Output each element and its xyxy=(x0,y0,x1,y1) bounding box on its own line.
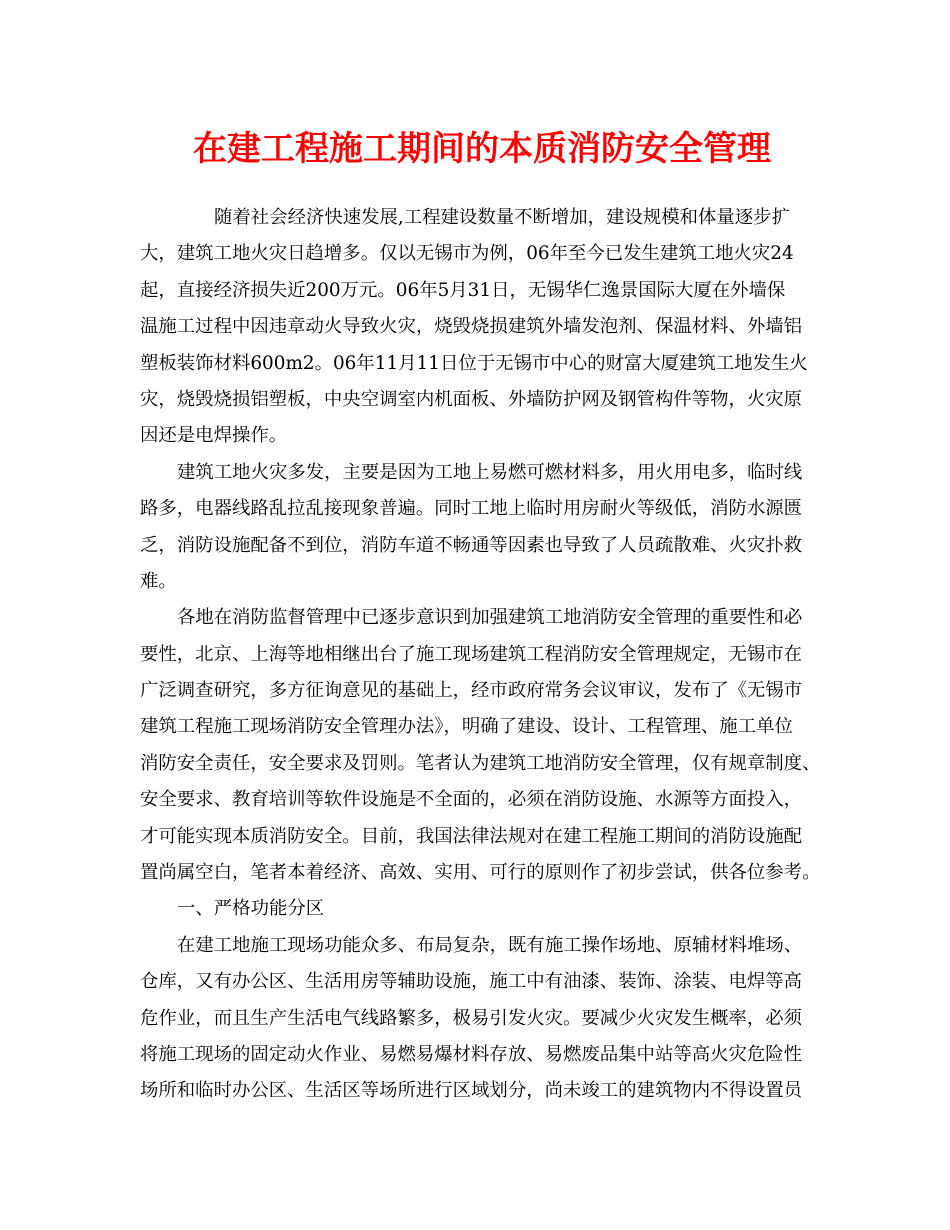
document-page xyxy=(140,118,824,1110)
text-line: 才可能实现本质消防安全。目前，我国法律法规对在建工程施工期间的消防设施配 xyxy=(140,825,803,847)
text-line: 在建工地施工现场功能众多、布局复杂，既有施工操作场地、原辅材料堆场、 xyxy=(177,934,803,956)
text-line: 仓库，又有办公区、生活用房等辅助设施，施工中有油漆、装饰、涂装、电焊等高 xyxy=(140,971,803,993)
document-body xyxy=(140,200,824,1110)
text-line: 乏，消防设施配备不到位，消防车道不畅通等因素也导致了人员疏散难、火灾扑救 xyxy=(140,534,803,556)
section-heading: 一、严格功能分区 xyxy=(177,898,325,920)
text-line: 建筑工程施工现场消防安全管理办法》，明确了建设、设计、工程管理、施工单位 xyxy=(140,716,793,738)
text-line: 将施工现场的固定动火作业、易燃易爆材料存放、易燃废品集中站等高火灾危险性 xyxy=(140,1043,803,1065)
text-line: 建筑工地火灾多发，主要是因为工地上易燃可燃材料多，用火用电多，临时线 xyxy=(177,461,803,483)
text-line: 起，直接经济损失近200万元。06年5月31日，无锡华仁逸景国际大厦在外墙保 xyxy=(140,279,786,301)
text-line: 难。 xyxy=(140,570,177,592)
text-line: 路多，电器线路乱拉乱接现象普遍。同时工地上临时用房耐火等级低，消防水源匮 xyxy=(140,498,803,520)
text-line: 广泛调查研究，多方征询意见的基础上，经市政府常务会议审议，发布了《无锡市 xyxy=(140,680,803,702)
text-line: 灾，烧毁烧损铝塑板，中央空调室内机面板、外墙防护网及钢管构件等物，火灾原 xyxy=(140,388,803,410)
text-line: 要性，北京、上海等地相继出台了施工现场建筑工程消防安全管理规定，无锡市在 xyxy=(140,643,803,665)
text-line: 消防安全责任，安全要求及罚则。笔者认为建筑工地消防安全管理，仅有规章制度、 xyxy=(140,752,821,774)
text-line: 危作业，而且生产生活电气线路繁多，极易引发火灾。要减少火灾发生概率，必须 xyxy=(140,1007,803,1029)
text-line: 安全要求、教育培训等软件设施是不全面的，必须在消防设施、水源等方面投入， xyxy=(140,789,803,811)
text-line: 场所和临时办公区、生活区等场所进行区域划分，尚未竣工的建筑物内不得设置员 xyxy=(140,1080,803,1102)
text-line: 大，建筑工地火灾日趋增多。仅以无锡市为例，06年至今已发生建筑工地火灾24 xyxy=(140,243,794,265)
text-line: 随着社会经济快速发展,工程建设数量不断增加，建设规模和体量逐步扩 xyxy=(214,207,790,228)
text-line: 置尚属空白，笔者本着经济、高效、实用、可行的原则作了初步尝试，供各位参考。 xyxy=(140,862,821,884)
text-line: 温施工过程中因违章动火导致火灾，烧毁烧损建筑外墙发泡剂、保温材料、外墙铝 xyxy=(140,316,803,338)
text-line: 塑板装饰材料600m2。06年11月11日位于无锡市中心的财富大厦建筑工地发生火 xyxy=(140,352,808,374)
document-title: 在建工程施工期间的本质消防安全管理 xyxy=(193,129,771,169)
text-line: 因还是电焊操作。 xyxy=(140,425,288,447)
text-line: 各地在消防监督管理中已逐步意识到加强建筑工地消防安全管理的重要性和必 xyxy=(177,607,803,629)
